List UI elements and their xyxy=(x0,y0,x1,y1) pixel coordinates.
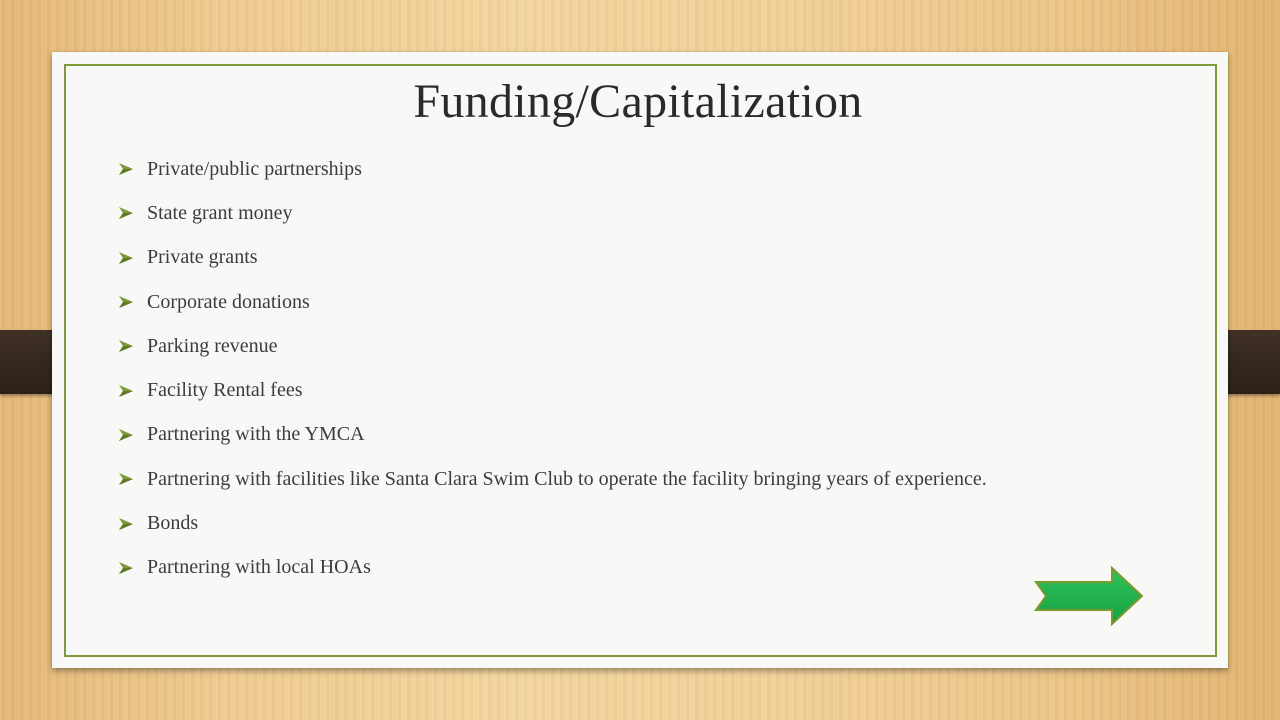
bullet-item xyxy=(118,501,987,545)
bullet-item xyxy=(118,324,987,368)
bullet-text: Partnering with local HOAs xyxy=(147,556,371,579)
arrowhead-bullet-icon xyxy=(118,384,134,398)
bullet-text: Bonds xyxy=(147,512,199,535)
bullet-item xyxy=(118,368,987,412)
bullet-list xyxy=(118,147,987,590)
arrowhead-bullet-icon xyxy=(118,206,134,220)
bullet-text: Corporate donations xyxy=(147,290,310,313)
bullet-text: State grant money xyxy=(147,201,293,224)
next-slide-button[interactable] xyxy=(1034,566,1144,626)
bullet-item xyxy=(118,147,987,191)
bullet-item xyxy=(118,280,987,324)
arrowhead-bullet-icon xyxy=(118,428,134,442)
arrowhead-bullet-icon xyxy=(118,561,134,575)
bullet-item xyxy=(118,546,987,590)
arrowhead-bullet-icon xyxy=(118,251,134,265)
bullet-text: Parking revenue xyxy=(147,334,278,357)
right-arrow-icon[interactable] xyxy=(1036,568,1142,624)
arrowhead-bullet-icon xyxy=(118,295,134,309)
bullet-text: Private/public partnerships xyxy=(147,157,362,180)
slide-card xyxy=(52,52,1228,668)
slide-title: Funding/Capitalization xyxy=(413,75,863,128)
arrowhead-bullet-icon xyxy=(118,472,134,486)
bullet-text: Partnering with facilities like Santa Clara Swim Club to operate the facility bringing years of experience. xyxy=(147,467,987,490)
bullet-text: Facility Rental fees xyxy=(147,379,303,402)
bullet-item xyxy=(118,457,987,501)
bullet-text: Private grants xyxy=(147,246,258,269)
arrowhead-bullet-icon xyxy=(118,162,134,176)
bullet-item xyxy=(118,191,987,235)
arrowhead-bullet-icon xyxy=(118,339,134,353)
bullet-text: Partnering with the YMCA xyxy=(147,423,365,446)
bullet-item xyxy=(118,236,987,280)
arrowhead-bullet-icon xyxy=(118,517,134,531)
bullet-item xyxy=(118,413,987,457)
